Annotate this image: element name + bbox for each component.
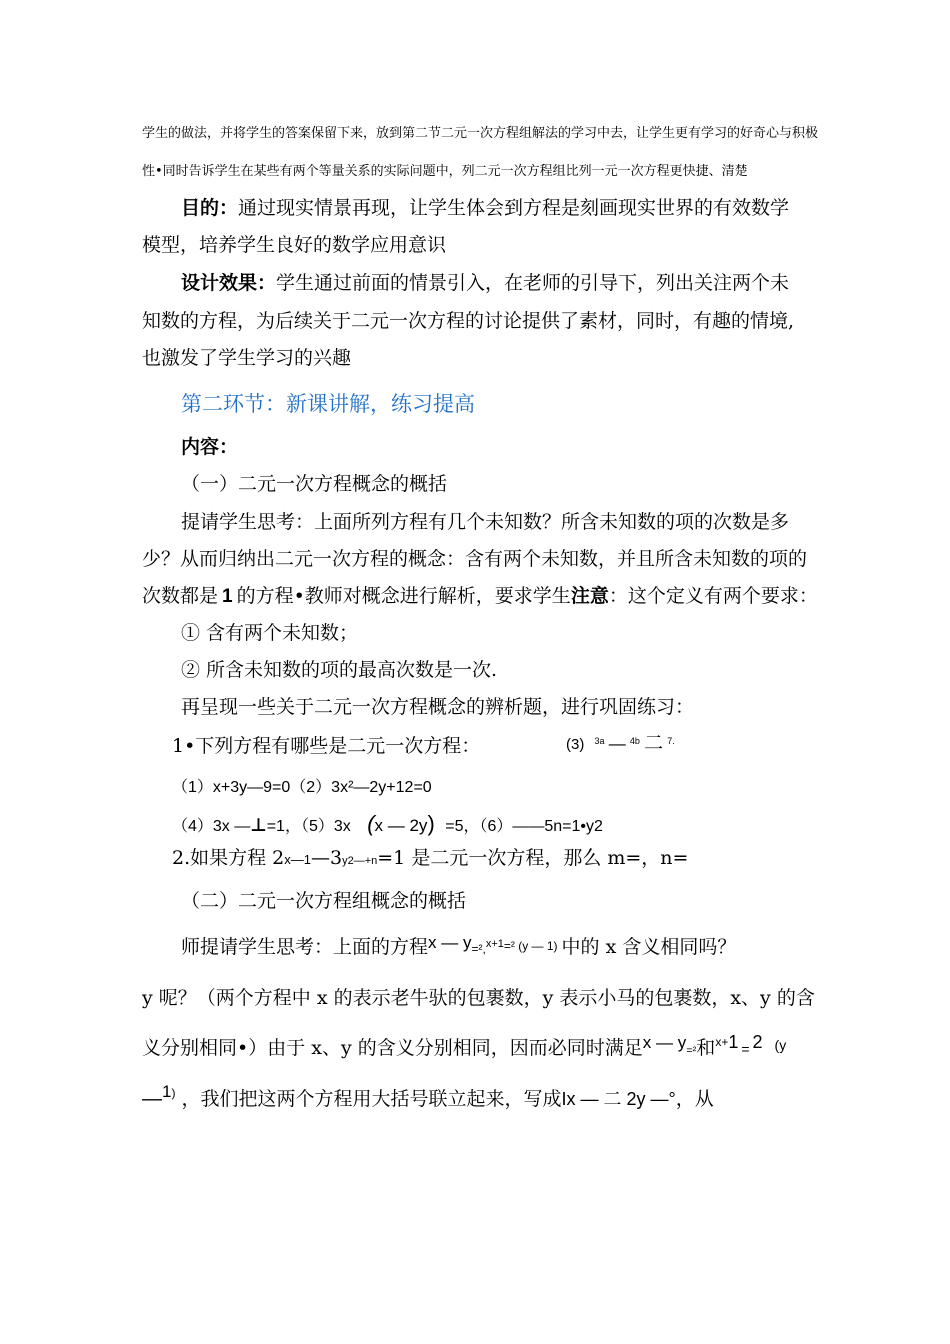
subsection-heading: （一）二元一次方程概念的概括 — [181, 473, 448, 495]
text-span: 4b — [629, 736, 640, 746]
content-label: 内容： — [181, 436, 239, 458]
text-line — [181, 932, 736, 959]
question-1-row-1: （1）x+3y—9=0（2）3x²—2y+12=0 — [172, 779, 432, 796]
text-line: 也激发了学生学习的兴趣 — [142, 347, 352, 369]
text-span: x+1 — [485, 938, 504, 950]
text-span: y2—+n — [342, 855, 378, 867]
text-span: 中的 x 含义相同吗？ — [561, 936, 737, 958]
text-span: 和 — [696, 1037, 716, 1059]
text-span: 1 — [728, 1032, 739, 1052]
text-line — [142, 581, 818, 608]
question-1-row-2 — [172, 811, 603, 837]
requirement-item: ② 所含未知数的项的最高次数是一次. — [181, 659, 498, 681]
text-span: =1，（5）3x — [266, 818, 351, 835]
text-span: 师提请学生思考：上面的方程 — [181, 936, 429, 958]
text-span: x — y — [642, 1033, 687, 1052]
text-span: ) — [427, 811, 435, 836]
effect-label: 设计效果： — [181, 272, 277, 294]
text-span: 义分别相同•）由于 x、y 的含义分别相同，因而必同时满足 — [142, 1037, 643, 1059]
text-line: 学生的做法，并将学生的答案保留下来，放到第二节二元一次方程组解法的学习中去，让学生更有学习的好奇心与积极 — [142, 126, 819, 141]
text-span: x — y — [428, 933, 472, 952]
text-line: 再呈现一些关于二元一次方程概念的辨析题，进行巩固练习： — [181, 696, 695, 718]
question-1-item-3 — [566, 728, 675, 755]
text-line: 知数的方程，为后续关于二元一次方程的讨论提供了素材，同时，有趣的情境, — [142, 310, 795, 332]
text-span: 的方程•教师对概念进行解析，要求学生 — [236, 585, 571, 607]
question-2 — [172, 843, 688, 870]
text-line: 性•同时告诉学生在某些有两个等量关系的实际问题中，列二元一次方程组比列一元一次方程更快捷、清楚 — [142, 164, 748, 179]
section-heading: 第二环节：新课讲解，练习提高 — [181, 392, 475, 416]
text-span: （4）3x — — [172, 818, 251, 835]
text-line — [142, 1082, 714, 1111]
text-span: =², — [471, 942, 486, 956]
text-span: 二 — [644, 732, 664, 754]
question-1: 1•下列方程有哪些是二元一次方程： — [172, 735, 481, 757]
text-span: (y — [774, 1037, 787, 1053]
purpose-label: 目的： — [181, 197, 239, 219]
text-span: 1 — [222, 586, 233, 607]
requirement-item: ① 含有两个未知数； — [181, 622, 359, 644]
text-span: ：这个定义有两个要求： — [608, 585, 818, 607]
text-span: — — [142, 1088, 162, 1110]
text-span: = — [741, 1041, 750, 1057]
text-span: x+ — [715, 1035, 729, 1049]
text-span: (3) — [566, 736, 585, 753]
text-span: ( — [367, 811, 375, 836]
text-span: x — 2y — [374, 816, 428, 835]
text-span: 2.如果方程 2 — [172, 847, 285, 869]
text-span: 次数都是 — [142, 585, 219, 607]
text-line: 少？从而归纳出二元一次方程的概念：含有两个未知数，并且所含未知数的项的 — [142, 548, 808, 570]
text-span: ⊥ — [250, 815, 267, 835]
text-span: =² — [686, 1045, 697, 1057]
text-span: =² (y — 1) — [503, 939, 558, 953]
text-span: x—1 — [284, 852, 311, 867]
effect-text: 学生通过前面的情景引入，在老师的引导下，列出关注两个未 — [276, 272, 790, 294]
text-span: —3 — [311, 847, 343, 869]
text-line: 模型，培养学生良好的数学应用意识 — [142, 234, 447, 256]
effect-paragraph — [181, 268, 789, 295]
text-span: Ix — 二 2y —° — [561, 1089, 676, 1109]
purpose-paragraph — [181, 193, 789, 220]
text-span: 1 — [162, 1082, 172, 1101]
text-span: 7. — [667, 736, 675, 746]
subsection-heading: （二）二元一次方程组概念的概括 — [181, 890, 467, 912]
text-span: ，我们把这两个方程用大括号联立起来，写成 — [181, 1088, 562, 1110]
text-line: y 呢？（两个方程中 x 的表示老牛驮的包裹数，y 表示小马的包裹数，x、y 的含 — [142, 987, 815, 1009]
purpose-text: 通过现实情景再现，让学生体会到方程是刻画现实世界的有效数学 — [238, 197, 790, 219]
text-span: 2 — [752, 1032, 763, 1052]
text-span: ，从 — [675, 1088, 714, 1110]
text-span: — — [608, 734, 626, 753]
emphasis-text: 注意 — [570, 585, 609, 607]
text-span: ) — [171, 1086, 176, 1100]
text-line — [142, 1032, 786, 1060]
text-span: 3a — [594, 736, 605, 746]
text-line: 提请学生思考：上面所列方程有几个未知数？所含未知数的项的次数是多 — [181, 511, 790, 533]
text-span: =1 是二元一次方程，那么 m=，n= — [377, 847, 689, 869]
text-span: =5，（6）——5n=1•y2 — [445, 818, 603, 835]
